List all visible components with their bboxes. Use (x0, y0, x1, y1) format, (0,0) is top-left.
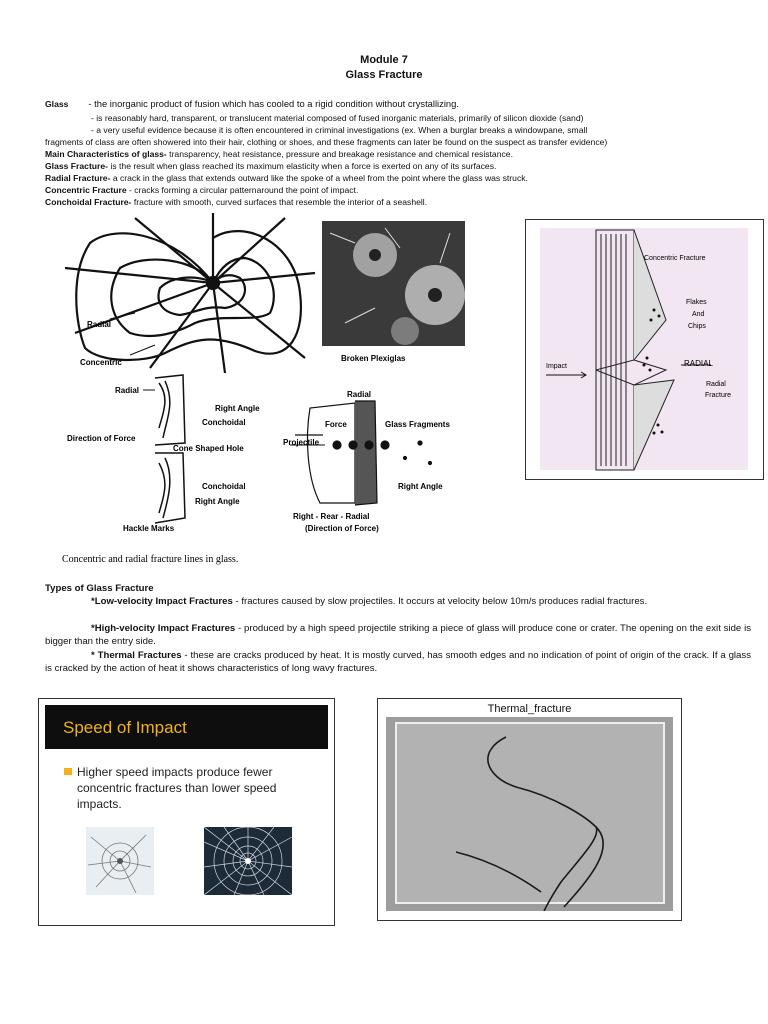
low-speed-impact-photo (86, 827, 154, 895)
label-glass-fragments: Glass Fragments (385, 420, 450, 429)
main-characteristics: Main Characteristics of glass- transparency, heat resistance, pressure and breakage resistance and chemical resistance. (45, 149, 513, 159)
label-concentric-fracture: Concentric Fracture (644, 255, 706, 262)
label-direction-of-force: Direction of Force (67, 434, 136, 443)
conchoidal-fracture-definition: Conchoidal Fracture- fracture with smooth, curved surfaces that resemble the interior of a seashell. (45, 197, 428, 207)
concentric-fracture-definition: Concentric Fracture - cracks forming a circular patternaround the point of impact. (45, 185, 359, 195)
low-velocity-fracture: *Low-velocity Impact Fractures - fractures caused by slow projectiles. It occurs at velocity below 10m/s produces radial fractures. (91, 596, 648, 607)
label-radial: Radial (87, 320, 112, 329)
broken-plexiglas-photo (322, 221, 465, 346)
label-radial-caps: RADIAL (684, 359, 713, 368)
types-heading: Types of Glass Fracture (45, 583, 154, 594)
label-fracture: Fracture (705, 392, 732, 399)
glass-definition-3b: fragments of class are often showered into their hair, clothing or shoes, and these fragments can later be found on the suspect as transfer evidence) (45, 137, 608, 147)
thermal-fracture-photo (386, 717, 673, 911)
label-force: Force (325, 420, 347, 429)
label-broken-plexiglas: Broken Plexiglas (341, 354, 406, 363)
high-velocity-fracture: *High-velocity Impact Fractures - produced by a high speed projectile striking a piece of glass will produce cone or crater. The opening on the exit side is bigger than the entry side. (45, 623, 752, 647)
label-right-angle-3: Right Angle (398, 482, 443, 491)
slide-bullet-icon (64, 768, 72, 775)
radial-fracture-definition: Radial Fracture- a crack in the glass that extends outward like the spoke of a wheel from the point where the glass was struck. (45, 173, 528, 183)
label-cone-shaped-hole: Cone Shaped Hole (173, 444, 244, 453)
label-chips: Chips (688, 323, 706, 330)
slide-bullet-text: Higher speed impacts produce fewer concentric fractures than lower speed impacts. (77, 765, 277, 811)
label-radial-cone: Radial (115, 386, 140, 395)
label-impact: Impact (546, 363, 568, 370)
label-projectile: Projectile (283, 438, 320, 447)
thermal-fracture-definition: * Thermal Fractures - these are cracks produced by heat. It is mostly curved, has smooth edges and no indication of point of origin of the crack. If a glass is cracked by the action of heat it shows characteristics of long wavy fractures. (45, 650, 751, 674)
thermal-fracture-title: Thermal_fracture (487, 703, 572, 715)
figure-caption: Concentric and radial fracture lines in glass. (62, 554, 239, 565)
low-speed-crack-svg (86, 827, 154, 895)
page-title: Glass Fracture (345, 69, 423, 81)
label-conchoidal-2: Conchoidal (202, 482, 246, 491)
fracture-diagram-figure (55, 213, 495, 571)
label-right-angle-2: Right Angle (195, 497, 240, 506)
label-direction-of-force-2: (Direction of Force) (305, 524, 379, 533)
module-number: Module 7 (360, 54, 408, 66)
concentric-radial-svg (526, 220, 763, 479)
label-hackle-marks: Hackle Marks (123, 524, 175, 533)
label-right-angle: Right Angle (215, 404, 260, 413)
label-right-rear-radial: Right - Rear - Radial (293, 512, 370, 521)
slide-title: Speed of Impact (63, 718, 187, 737)
thermal-crack-svg (386, 717, 673, 911)
glass-fracture-definition: Glass Fracture- is the result when glass reached its maximum elasticity when a force is exerted on any of its surfaces. (45, 161, 497, 171)
thermal-fracture-photo-box (377, 698, 682, 921)
concentric-radial-diagram-box (525, 219, 764, 480)
spiderweb-fracture-drawing (65, 213, 315, 373)
label-concentric: Concentric (80, 358, 122, 367)
glass-definition-1: Glass - the inorganic product of fusion which has cooled to a rigid condition without crystallizing. (45, 98, 459, 109)
high-speed-crack-svg (204, 827, 292, 895)
label-flakes: Flakes (686, 299, 707, 306)
glass-definition-3a: - a very useful evidence because it is often encountered in criminal investigations (ex. When a burglar breaks a windowpane, small (91, 125, 588, 135)
speed-of-impact-slide (38, 698, 335, 926)
label-and: And (692, 311, 705, 318)
label-conchoidal: Conchoidal (202, 418, 246, 427)
slide-title-bar (45, 705, 328, 749)
label-radial-fracture: Radial (706, 381, 726, 388)
high-speed-impact-photo (204, 827, 292, 895)
glass-definition-2: - is reasonably hard, transparent, or translucent material composed of fused inorganic materials, primarily of silicon dioxide (sand) (91, 113, 584, 123)
glass-term: Glass (45, 99, 69, 109)
fracture-diagram-svg (55, 213, 495, 571)
label-radial-projectile: Radial (347, 390, 372, 399)
